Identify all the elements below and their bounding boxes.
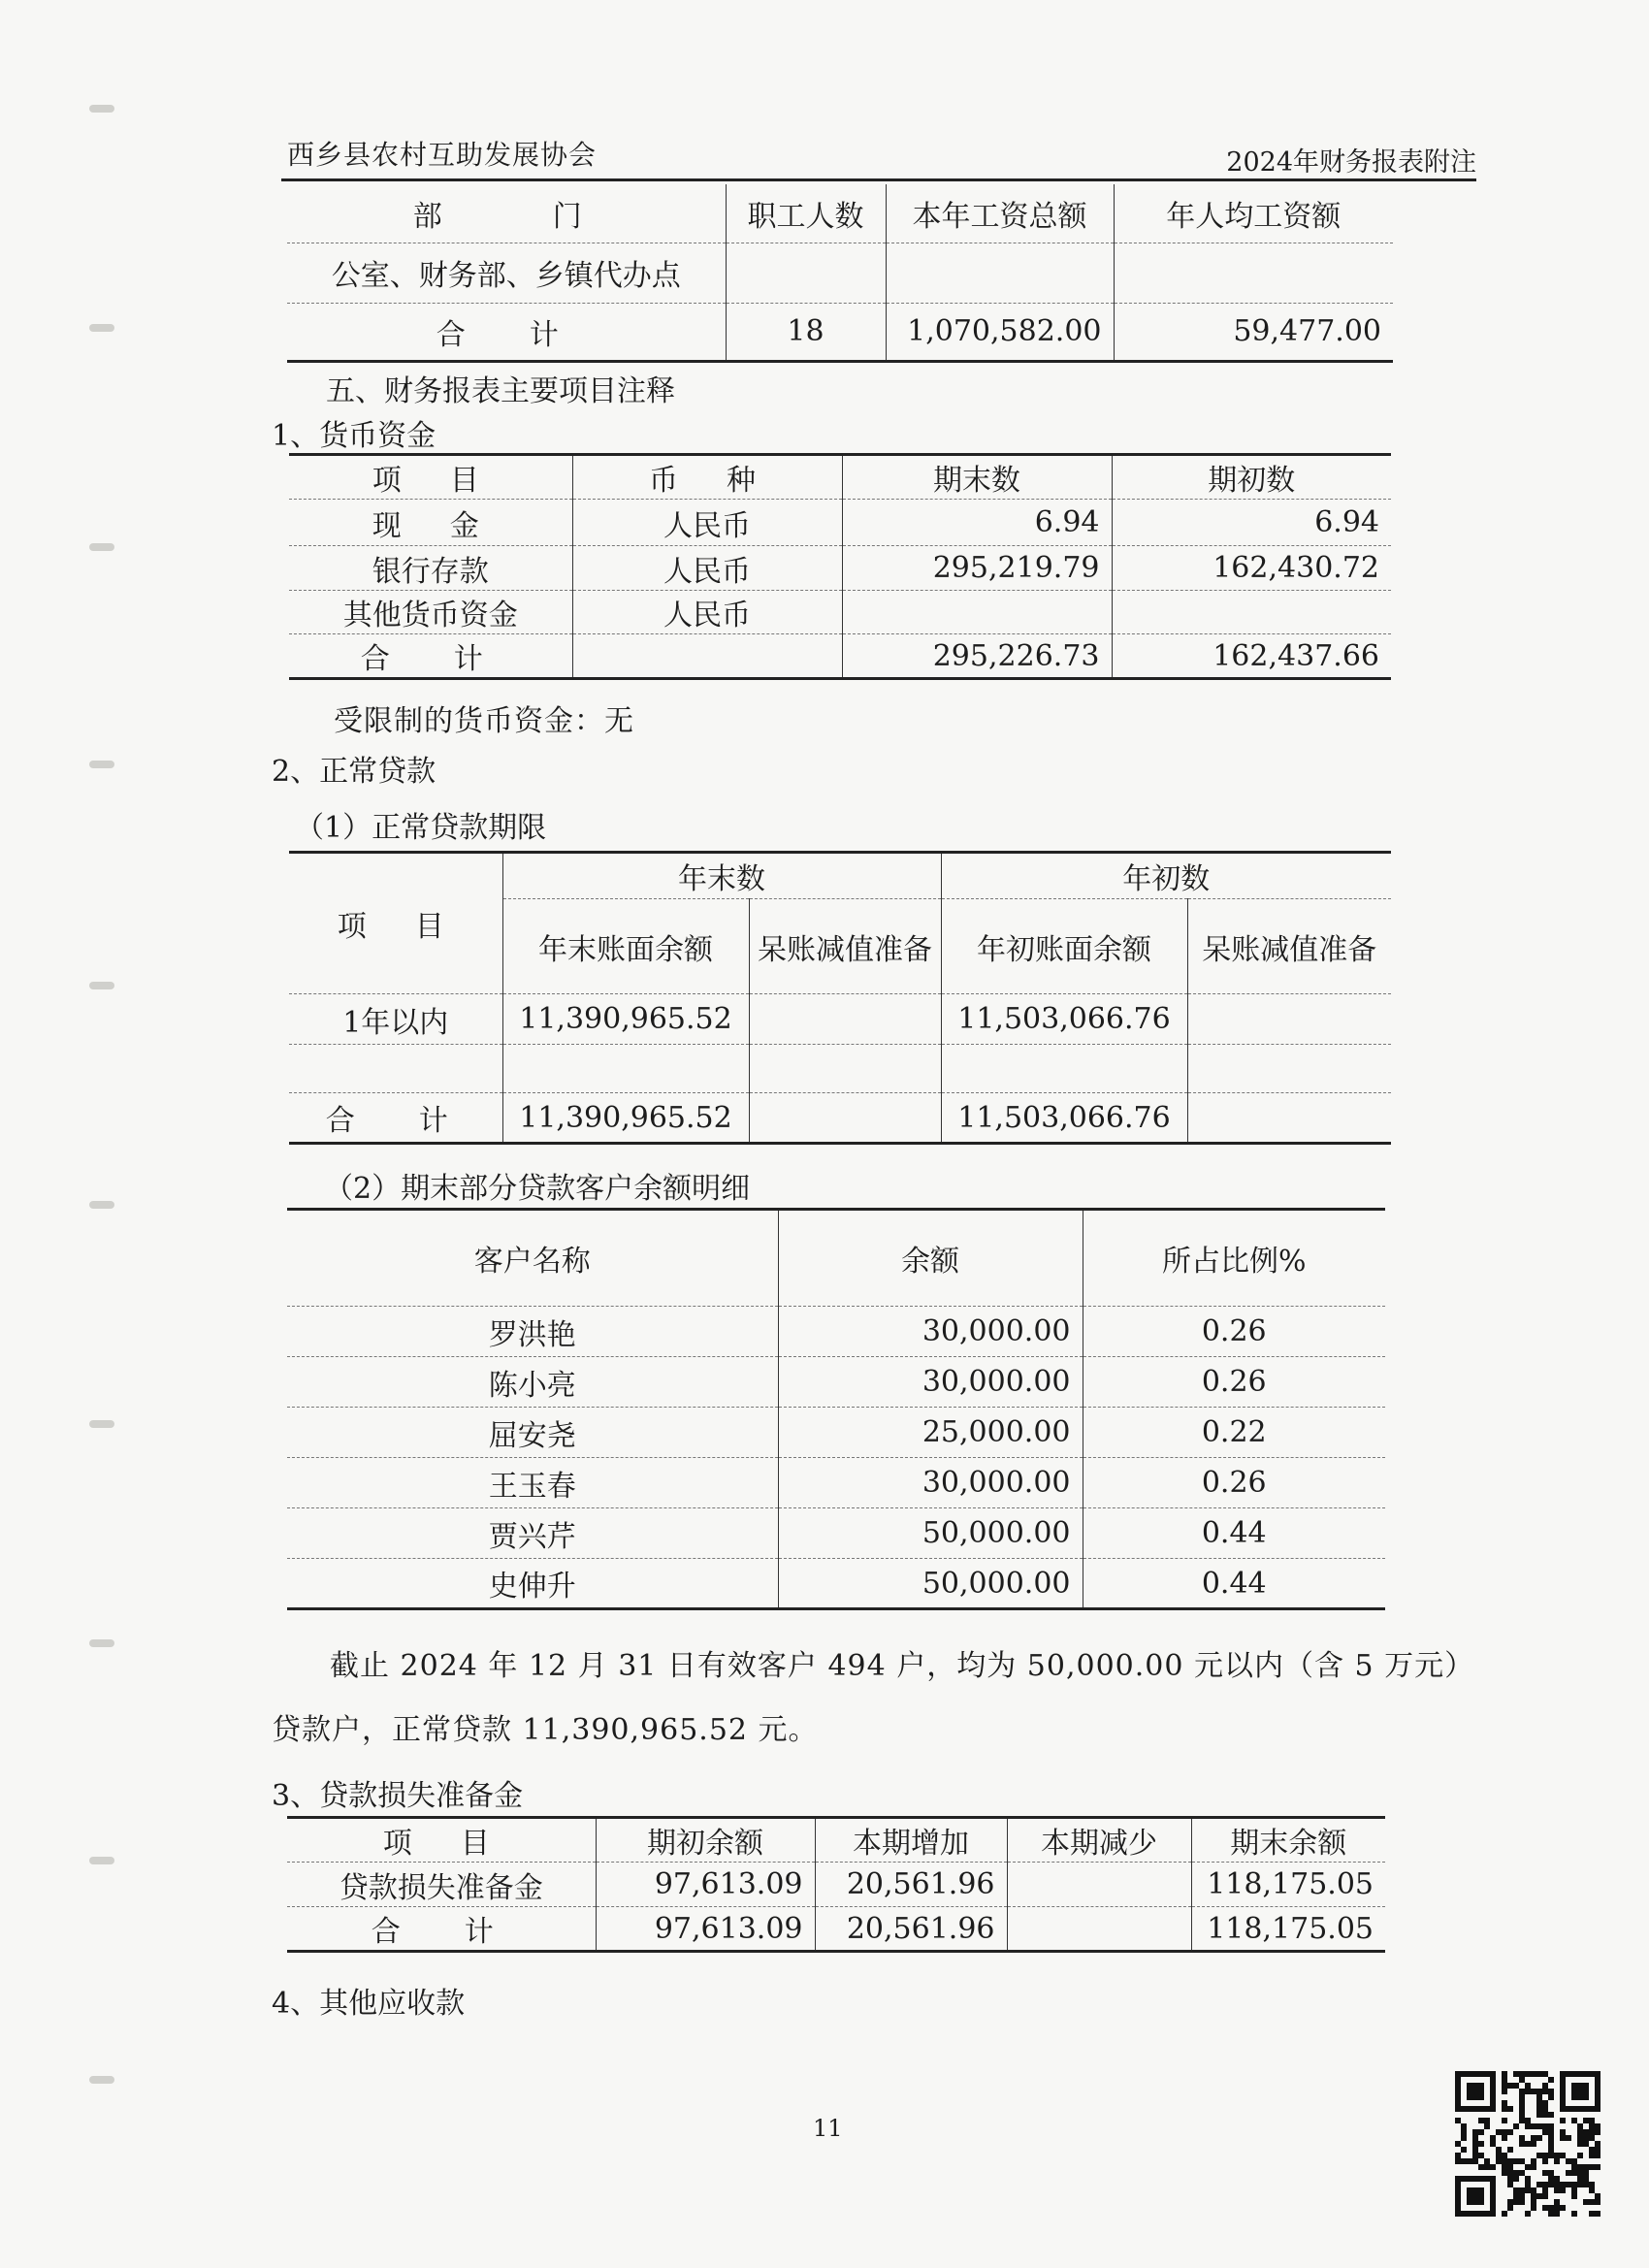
table-cell: 30,000.00	[778, 1458, 1083, 1508]
header-rule	[281, 178, 1476, 181]
table-cell: 罗洪艳	[488, 1317, 576, 1352]
loan-customer-table	[287, 1208, 1385, 1610]
subsection-title: 4、其他应收款	[272, 1987, 466, 2021]
table-row	[289, 994, 1391, 1045]
table-cell: 30,000.00	[778, 1307, 1083, 1357]
table-row	[287, 1508, 1385, 1559]
table-cell: 王玉春	[488, 1469, 576, 1504]
page-number: 11	[813, 2115, 843, 2142]
table-row	[287, 303, 1393, 361]
table-cell	[572, 634, 842, 679]
loan-summary-line-1: 截止 2024 年 12 月 31 日有效客户 494 户，均为 50,000.00 元以内（含 5 万元）	[330, 1649, 1475, 1683]
loan-summary-line-2: 贷款户，正常贷款 11,390,965.52 元。	[272, 1713, 819, 1747]
table-cell: 贷款损失准备金	[339, 1870, 543, 1905]
table-cell	[1007, 1907, 1191, 1952]
table-cell	[941, 1045, 1187, 1093]
table-cell	[1114, 243, 1393, 303]
punch-mark	[89, 324, 114, 332]
column-header: 所占比例%	[1083, 1210, 1385, 1307]
table-row	[289, 1045, 1391, 1093]
table-row	[289, 1093, 1391, 1144]
table-cell: 11,503,066.76	[941, 994, 1187, 1045]
column-header: 客户名称	[473, 1245, 591, 1279]
column-header: 年人均工资额	[1114, 184, 1393, 243]
table-cell: 人民币	[572, 546, 842, 591]
table-cell	[1007, 1863, 1191, 1907]
column-header: 余额	[778, 1210, 1083, 1307]
table-cell: 贾兴芹	[488, 1519, 576, 1554]
table-cell: 其他货币资金	[342, 599, 518, 632]
punch-mark	[89, 761, 114, 768]
punch-mark	[89, 543, 114, 551]
table-cell	[1112, 591, 1391, 634]
table-cell: 11,390,965.52	[502, 1093, 749, 1144]
table-row	[287, 1307, 1385, 1357]
table-row	[287, 1559, 1385, 1609]
column-group-header: 年末数	[502, 853, 941, 899]
table-cell: 118,175.05	[1191, 1863, 1385, 1907]
table-row	[287, 1458, 1385, 1508]
column-header: 期初数	[1112, 455, 1391, 500]
doc-title: 2024年财务报表附注	[1226, 147, 1476, 178]
table-cell: 59,477.00	[1114, 303, 1393, 361]
column-header: 币 种	[572, 455, 842, 500]
table-row	[287, 243, 1393, 303]
table-cell: 屈安尧	[488, 1418, 576, 1453]
table-cell: 人民币	[572, 591, 842, 634]
table-cell: 现 金	[372, 508, 489, 543]
table-header-row	[289, 853, 1391, 899]
table-cell: 0.44	[1083, 1508, 1385, 1559]
table-row	[289, 546, 1391, 591]
table-cell	[886, 243, 1114, 303]
subsection-subtitle: （2）期末部分贷款客户余额明细	[324, 1172, 751, 1206]
table-cell: 6.94	[842, 500, 1112, 546]
table-cell: 18	[726, 303, 886, 361]
column-header: 期末数	[842, 455, 1112, 500]
table-cell: 6.94	[1112, 500, 1391, 546]
table-cell	[1187, 994, 1391, 1045]
column-header: 项 目	[289, 853, 502, 994]
column-header: 项 目	[372, 464, 489, 498]
table-row	[287, 1907, 1385, 1952]
table-cell: 陈小亮	[488, 1368, 576, 1403]
table-cell: 11,390,965.52	[502, 994, 749, 1045]
restricted-funds-note: 受限制的货币资金：无	[334, 704, 634, 738]
punch-mark	[89, 1420, 114, 1428]
table-cell: 0.26	[1083, 1307, 1385, 1357]
table-cell: 162,430.72	[1112, 546, 1391, 591]
table-cell: 合 计	[360, 642, 501, 676]
column-header: 年初账面余额	[941, 899, 1187, 994]
subsection-title: 3、贷款损失准备金	[272, 1779, 524, 1813]
table-cell: 合 计	[325, 1104, 466, 1138]
org-name: 西乡县农村互助发展协会	[287, 139, 598, 171]
table-cell: 97,613.09	[596, 1907, 815, 1952]
cash-table	[289, 453, 1391, 680]
table-cell: 人民币	[572, 500, 842, 546]
punch-mark	[89, 1639, 114, 1647]
table-cell: 合 计	[371, 1915, 511, 1949]
table-cell	[726, 243, 886, 303]
table-cell: 50,000.00	[778, 1508, 1083, 1559]
table-cell	[502, 1045, 749, 1093]
section-title: 五、财务报表主要项目注释	[326, 374, 675, 408]
column-header: 职工人数	[726, 184, 886, 243]
table-cell	[749, 1093, 941, 1144]
table-row	[289, 500, 1391, 546]
table-header-row	[287, 1818, 1385, 1863]
table-cell	[1187, 1093, 1391, 1144]
table-cell: 20,561.96	[815, 1907, 1007, 1952]
table-header-row	[287, 184, 1393, 243]
punch-mark	[89, 1857, 114, 1864]
loss-reserve-table	[287, 1816, 1385, 1953]
table-cell: 银行存款	[372, 554, 489, 589]
table-cell	[842, 591, 1112, 634]
column-header: 本期减少	[1007, 1818, 1191, 1863]
table-cell: 25,000.00	[778, 1408, 1083, 1458]
table-cell: 295,219.79	[842, 546, 1112, 591]
qr-code-icon	[1455, 2071, 1600, 2217]
punch-mark	[89, 982, 114, 989]
table-cell: 合 计	[436, 317, 576, 352]
table-cell: 公室、财务部、乡镇代办点	[331, 259, 681, 293]
column-header: 本期增加	[815, 1818, 1007, 1863]
table-cell: 史伸升	[488, 1570, 576, 1604]
table-cell	[289, 1045, 502, 1093]
table-row	[287, 1357, 1385, 1408]
table-cell: 1,070,582.00	[886, 303, 1114, 361]
column-header: 呆账减值准备	[1187, 899, 1391, 994]
punch-mark	[89, 105, 114, 113]
table-cell: 162,437.66	[1112, 634, 1391, 679]
column-header: 年末账面余额	[502, 899, 749, 994]
column-header: 部 门	[412, 199, 599, 234]
column-header: 项 目	[382, 1827, 500, 1861]
punch-mark	[89, 2076, 114, 2084]
column-header: 期初余额	[596, 1818, 815, 1863]
table-cell: 0.22	[1083, 1408, 1385, 1458]
table-cell: 295,226.73	[842, 634, 1112, 679]
table-row	[289, 634, 1391, 679]
table-cell: 97,613.09	[596, 1863, 815, 1907]
table-cell	[749, 994, 941, 1045]
punch-mark	[89, 1201, 114, 1209]
table-cell: 0.44	[1083, 1559, 1385, 1609]
loan-term-table	[289, 851, 1391, 1145]
column-header: 本年工资总额	[886, 184, 1114, 243]
table-cell: 118,175.05	[1191, 1907, 1385, 1952]
column-header: 呆账减值准备	[749, 899, 941, 994]
table-cell: 0.26	[1083, 1357, 1385, 1408]
table-cell: 11,503,066.76	[941, 1093, 1187, 1144]
subsection-subtitle: （1）正常贷款期限	[295, 811, 547, 845]
column-group-header: 年初数	[941, 853, 1391, 899]
table-header-row	[289, 455, 1391, 500]
table-row	[287, 1408, 1385, 1458]
table-cell: 30,000.00	[778, 1357, 1083, 1408]
table-cell: 20,561.96	[815, 1863, 1007, 1907]
table-cell	[749, 1045, 941, 1093]
table-header-row	[287, 1210, 1385, 1307]
table-cell: 0.26	[1083, 1458, 1385, 1508]
table-cell: 1年以内	[342, 1005, 449, 1040]
table-cell: 50,000.00	[778, 1559, 1083, 1609]
table-cell	[1187, 1045, 1391, 1093]
table-row	[287, 1863, 1385, 1907]
subsection-title: 2、正常贷款	[272, 755, 436, 789]
column-header: 期末余额	[1191, 1818, 1385, 1863]
staff-table	[287, 184, 1393, 363]
subsection-title: 1、货币资金	[272, 419, 436, 453]
table-row	[289, 591, 1391, 634]
